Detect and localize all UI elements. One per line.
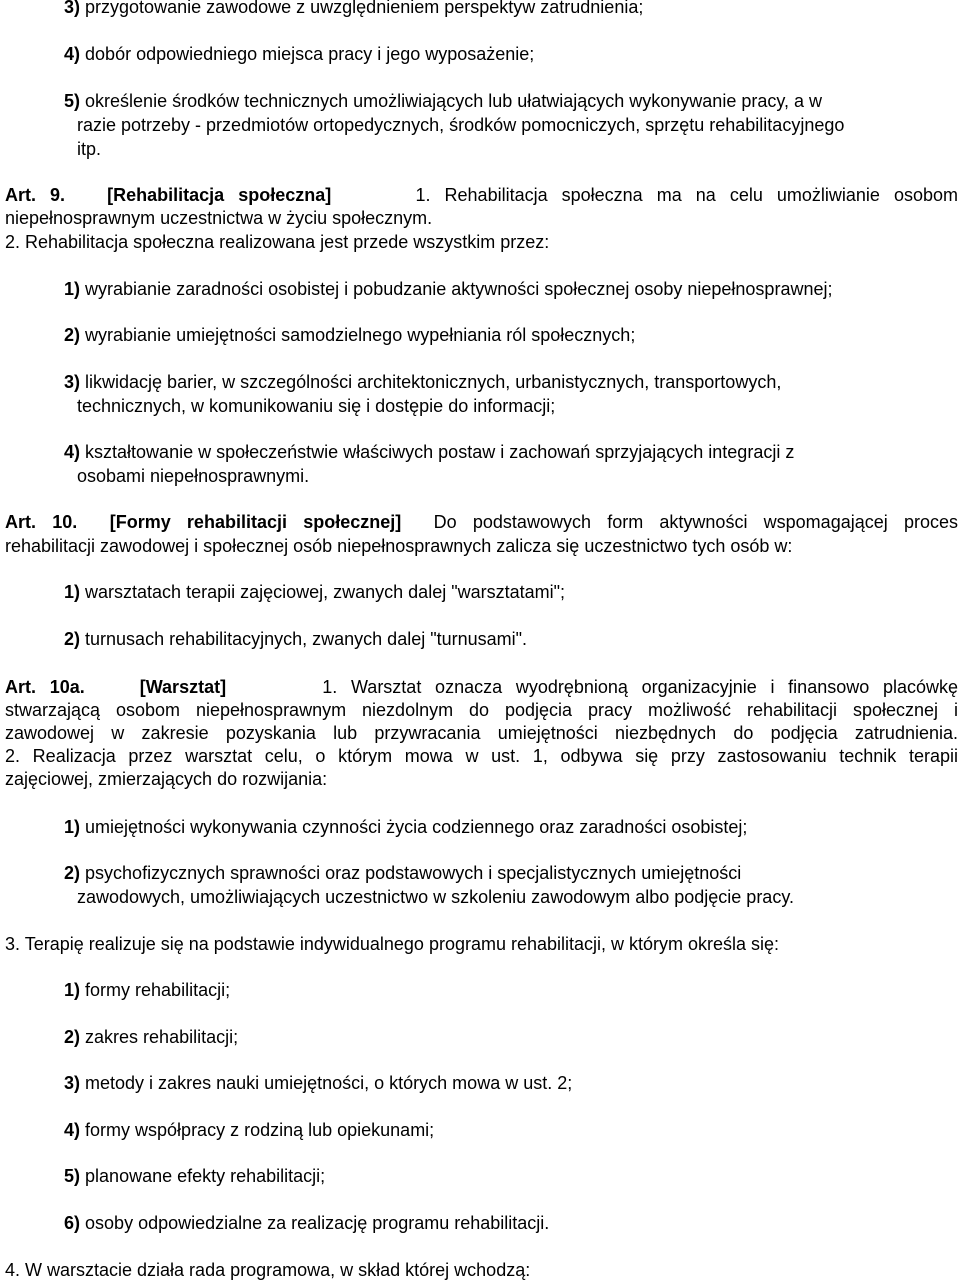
item-number: 2) <box>64 1027 81 1047</box>
item-text: wyrabianie umiejętności samodzielnego wypełniania ról społecznych; <box>85 325 636 345</box>
item-text: psychofizycznych sprawności oraz podstawowych i specjalistycznych umiejętności <box>85 863 742 883</box>
paragraph-text: Do podstawowych form aktywności wspomagającej proces <box>433 512 958 532</box>
item-number: 1) <box>64 980 81 1000</box>
item-text: określenie środków technicznych umożliwiających lub ułatwiających wykonywanie pracy, a w <box>85 91 823 111</box>
item-text: turnusach rehabilitacyjnych, zwanych dalej "turnusami". <box>85 629 528 649</box>
item-number: 4) <box>64 442 81 462</box>
item-text: osoby odpowiedzialne za realizację programu rehabilitacji. <box>85 1213 550 1233</box>
item-number: 1) <box>64 582 81 602</box>
art10a-line-1 <box>5 676 958 699</box>
item-text: zakres rehabilitacji; <box>85 1027 239 1047</box>
paragraph-text: zajęciowej, zmierzających do rozwijania: <box>5 769 328 789</box>
item-number: 4) <box>64 1120 81 1140</box>
paragraph-text: 1. Rehabilitacja społeczna ma na celu umożliwianie osobom <box>415 185 958 205</box>
item-text: metody i zakres nauki umiejętności, o których mowa w ust. 2; <box>85 1073 573 1093</box>
list-item <box>64 1212 549 1235</box>
list-item <box>64 324 635 347</box>
item-number: 1) <box>64 279 81 299</box>
item-number: 5) <box>64 1166 81 1186</box>
item-text: wyrabianie zaradności osobistej i pobudzanie aktywności społecznej osoby niepełnosprawnej; <box>85 279 833 299</box>
item-text: planowane efekty rehabilitacji; <box>85 1166 326 1186</box>
item-number: 3) <box>64 372 81 392</box>
art10a-line-4: 2. Realizacja przez warsztat celu, o którym mowa w ust. 1, odbywa się przy zastosowaniu technik terapii <box>5 746 958 766</box>
item-text: dobór odpowiedniego miejsca pracy i jego wyposażenie; <box>85 44 535 64</box>
item-number: 5) <box>64 91 81 111</box>
list-item-3 <box>64 0 643 19</box>
item-text: przygotowanie zawodowe z uwzględnieniem perspektyw zatrudnienia; <box>85 0 644 17</box>
art9-header <box>5 184 958 207</box>
item-text: formy współpracy z rodziną lub opiekunami; <box>85 1120 435 1140</box>
item-number: 1) <box>64 817 81 837</box>
list-item <box>64 1026 238 1049</box>
list-item-cont: osobami niepełnosprawnymi. <box>77 466 310 486</box>
item-number: 3) <box>64 1073 81 1093</box>
list-item <box>64 1165 325 1188</box>
list-item-5-cont: razie potrzeby - przedmiotów ortopedycznych, środków pomocniczych, sprzętu rehabilitacyjnego <box>77 115 845 135</box>
item-number: 2) <box>64 325 81 345</box>
article-label: Art. 10a. <box>5 677 85 697</box>
list-item <box>64 862 741 885</box>
list-item-cont: zawodowych, umożliwiających uczestnictwo w szkoleniu zawodowym albo podjęcie pracy. <box>77 887 794 907</box>
paragraph-text: 1. Warsztat oznacza wyodrębnioną organizacyjnie i finansowo placówkę <box>322 677 959 697</box>
list-item-4 <box>64 43 534 66</box>
art10-first-line <box>5 511 958 534</box>
list-item <box>64 816 747 839</box>
art10a-line-2: stwarzającą osobom niepełnosprawnym niezdolnym do podjęcia pracy możliwość rehabilitacji społecznej i <box>5 700 958 720</box>
art10a-line-3: zawodowej w zakresie pozyskania lub przywracania umiejętności niezbędnych do podjęcia zatrudnienia. <box>5 723 958 743</box>
list-item <box>64 1072 572 1095</box>
list-item-cont: technicznych, w komunikowaniu się i dostępie do informacji; <box>77 396 556 416</box>
item-text: warsztatach terapii zajęciowej, zwanych dalej "warsztatami"; <box>85 582 566 602</box>
paragraph-text: 2. Rehabilitacja społeczna realizowana jest przede wszystkim przez: <box>5 232 550 252</box>
art10-header <box>5 511 958 534</box>
item-text: umiejętności wykonywania czynności życia codziennego oraz zaradności osobistej; <box>85 817 748 837</box>
article-heading: [Rehabilitacja społeczna] <box>107 185 332 205</box>
article-heading: [Formy rehabilitacji społecznej] <box>109 512 402 532</box>
article-label: Art. 10. <box>5 512 78 532</box>
list-item <box>64 979 230 1002</box>
list-item-5 <box>64 90 822 113</box>
item-number: 6) <box>64 1213 81 1233</box>
list-item <box>64 441 794 464</box>
item-number: 2) <box>64 863 81 883</box>
item-number: 2) <box>64 629 81 649</box>
paragraph-text: rehabilitacji zawodowej i społecznej osób niepełnosprawnych zalicza się uczestnictwo tych osób w: <box>5 536 793 556</box>
art9-first-line <box>5 184 958 207</box>
item-number: 3) <box>64 0 81 17</box>
article-heading: [Warsztat] <box>139 677 227 697</box>
paragraph-text: 4. W warsztacie działa rada programowa, w skład której wchodzą: <box>5 1260 531 1280</box>
list-item <box>64 1119 434 1142</box>
list-item <box>64 581 565 604</box>
list-item <box>64 628 527 651</box>
list-item <box>64 371 781 394</box>
list-item-5-cont: itp. <box>77 139 102 159</box>
art10a-header <box>5 676 958 768</box>
paragraph-text: niepełnosprawnym uczestnictwa w życiu społecznym. <box>5 208 433 228</box>
item-text: formy rehabilitacji; <box>85 980 231 1000</box>
item-text: kształtowanie w społeczeństwie właściwych postaw i zachowań sprzyjających integracji z <box>85 442 795 462</box>
list-item <box>64 278 832 301</box>
item-number: 4) <box>64 44 81 64</box>
item-text: likwidację barier, w szczególności architektonicznych, urbanistycznych, transportowych, <box>85 372 782 392</box>
paragraph-text: 3. Terapię realizuje się na podstawie indywidualnego programu rehabilitacji, w którym określa się: <box>5 934 780 954</box>
article-label: Art. 9. <box>5 185 66 205</box>
